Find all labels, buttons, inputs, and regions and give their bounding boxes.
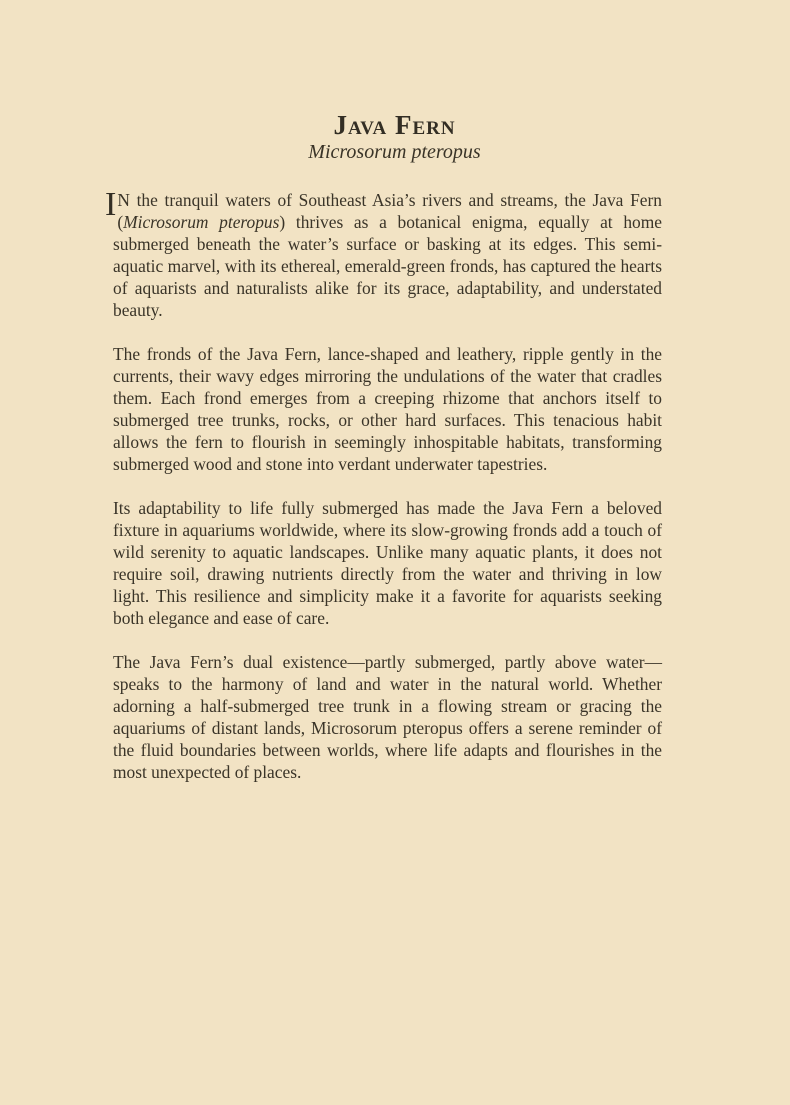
first-word-rest: N — [117, 190, 130, 210]
paragraph-1-text-a: the tranquil waters of Southeast Asia’s rivers and streams, the Java Fern ( — [117, 190, 662, 232]
paragraph-1 — [105, 186, 662, 321]
scientific-name-italic: Microsorum pteropus — [123, 212, 280, 232]
page-title: Java Fern — [333, 110, 456, 140]
title-block — [127, 110, 662, 163]
page-subtitle: Microsorum pteropus — [308, 141, 481, 163]
drop-cap: I — [105, 186, 117, 223]
paragraph-3: Its adaptability to life fully submerged has made the Java Fern a beloved fixture in aquariums worldwide, where its slow-growing fronds add a touch of wild serenity to aquatic landscapes. Unlike many aquatic plants, it does not require soil, drawing nutrients directly from the water and thriving in low light. This resilience and simplicity make it a favorite for aquarists seeking both elegance and ease of care. — [113, 498, 662, 628]
paragraph-4: The Java Fern’s dual existence—partly submerged, partly above water—speaks to the harmony of land and water in the natural world. Whether adorning a half-submerged tree trunk in a flowing stream or gracing the aquariums of distant lands, Microsorum pteropus offers a serene reminder of the fluid boundaries between worlds, where life adapts and flourishes in the most unexpected of places. — [113, 652, 662, 782]
article-body — [105, 186, 662, 783]
paragraph-1-text-b: ) thrives as a botanical enigma, equally at home submerged beneath the water’s surface or basking at its edges. This semi-aquatic marvel, with its ethereal, emerald-green fronds, has captured the hearts of aquarists and naturalists alike for its grace, adaptability, and understated beauty. — [113, 212, 662, 320]
paragraph-2: The fronds of the Java Fern, lance-shaped and leathery, ripple gently in the currents, their wavy edges mirroring the undulations of the water that cradles them. Each frond emerges from a creeping rhizome that anchors itself to submerged tree trunks, rocks, or other hard surfaces. This tenacious habit allows the fern to flourish in seemingly inhospitable habitats, transforming submerged wood and stone into verdant underwater tapestries. — [113, 344, 662, 474]
